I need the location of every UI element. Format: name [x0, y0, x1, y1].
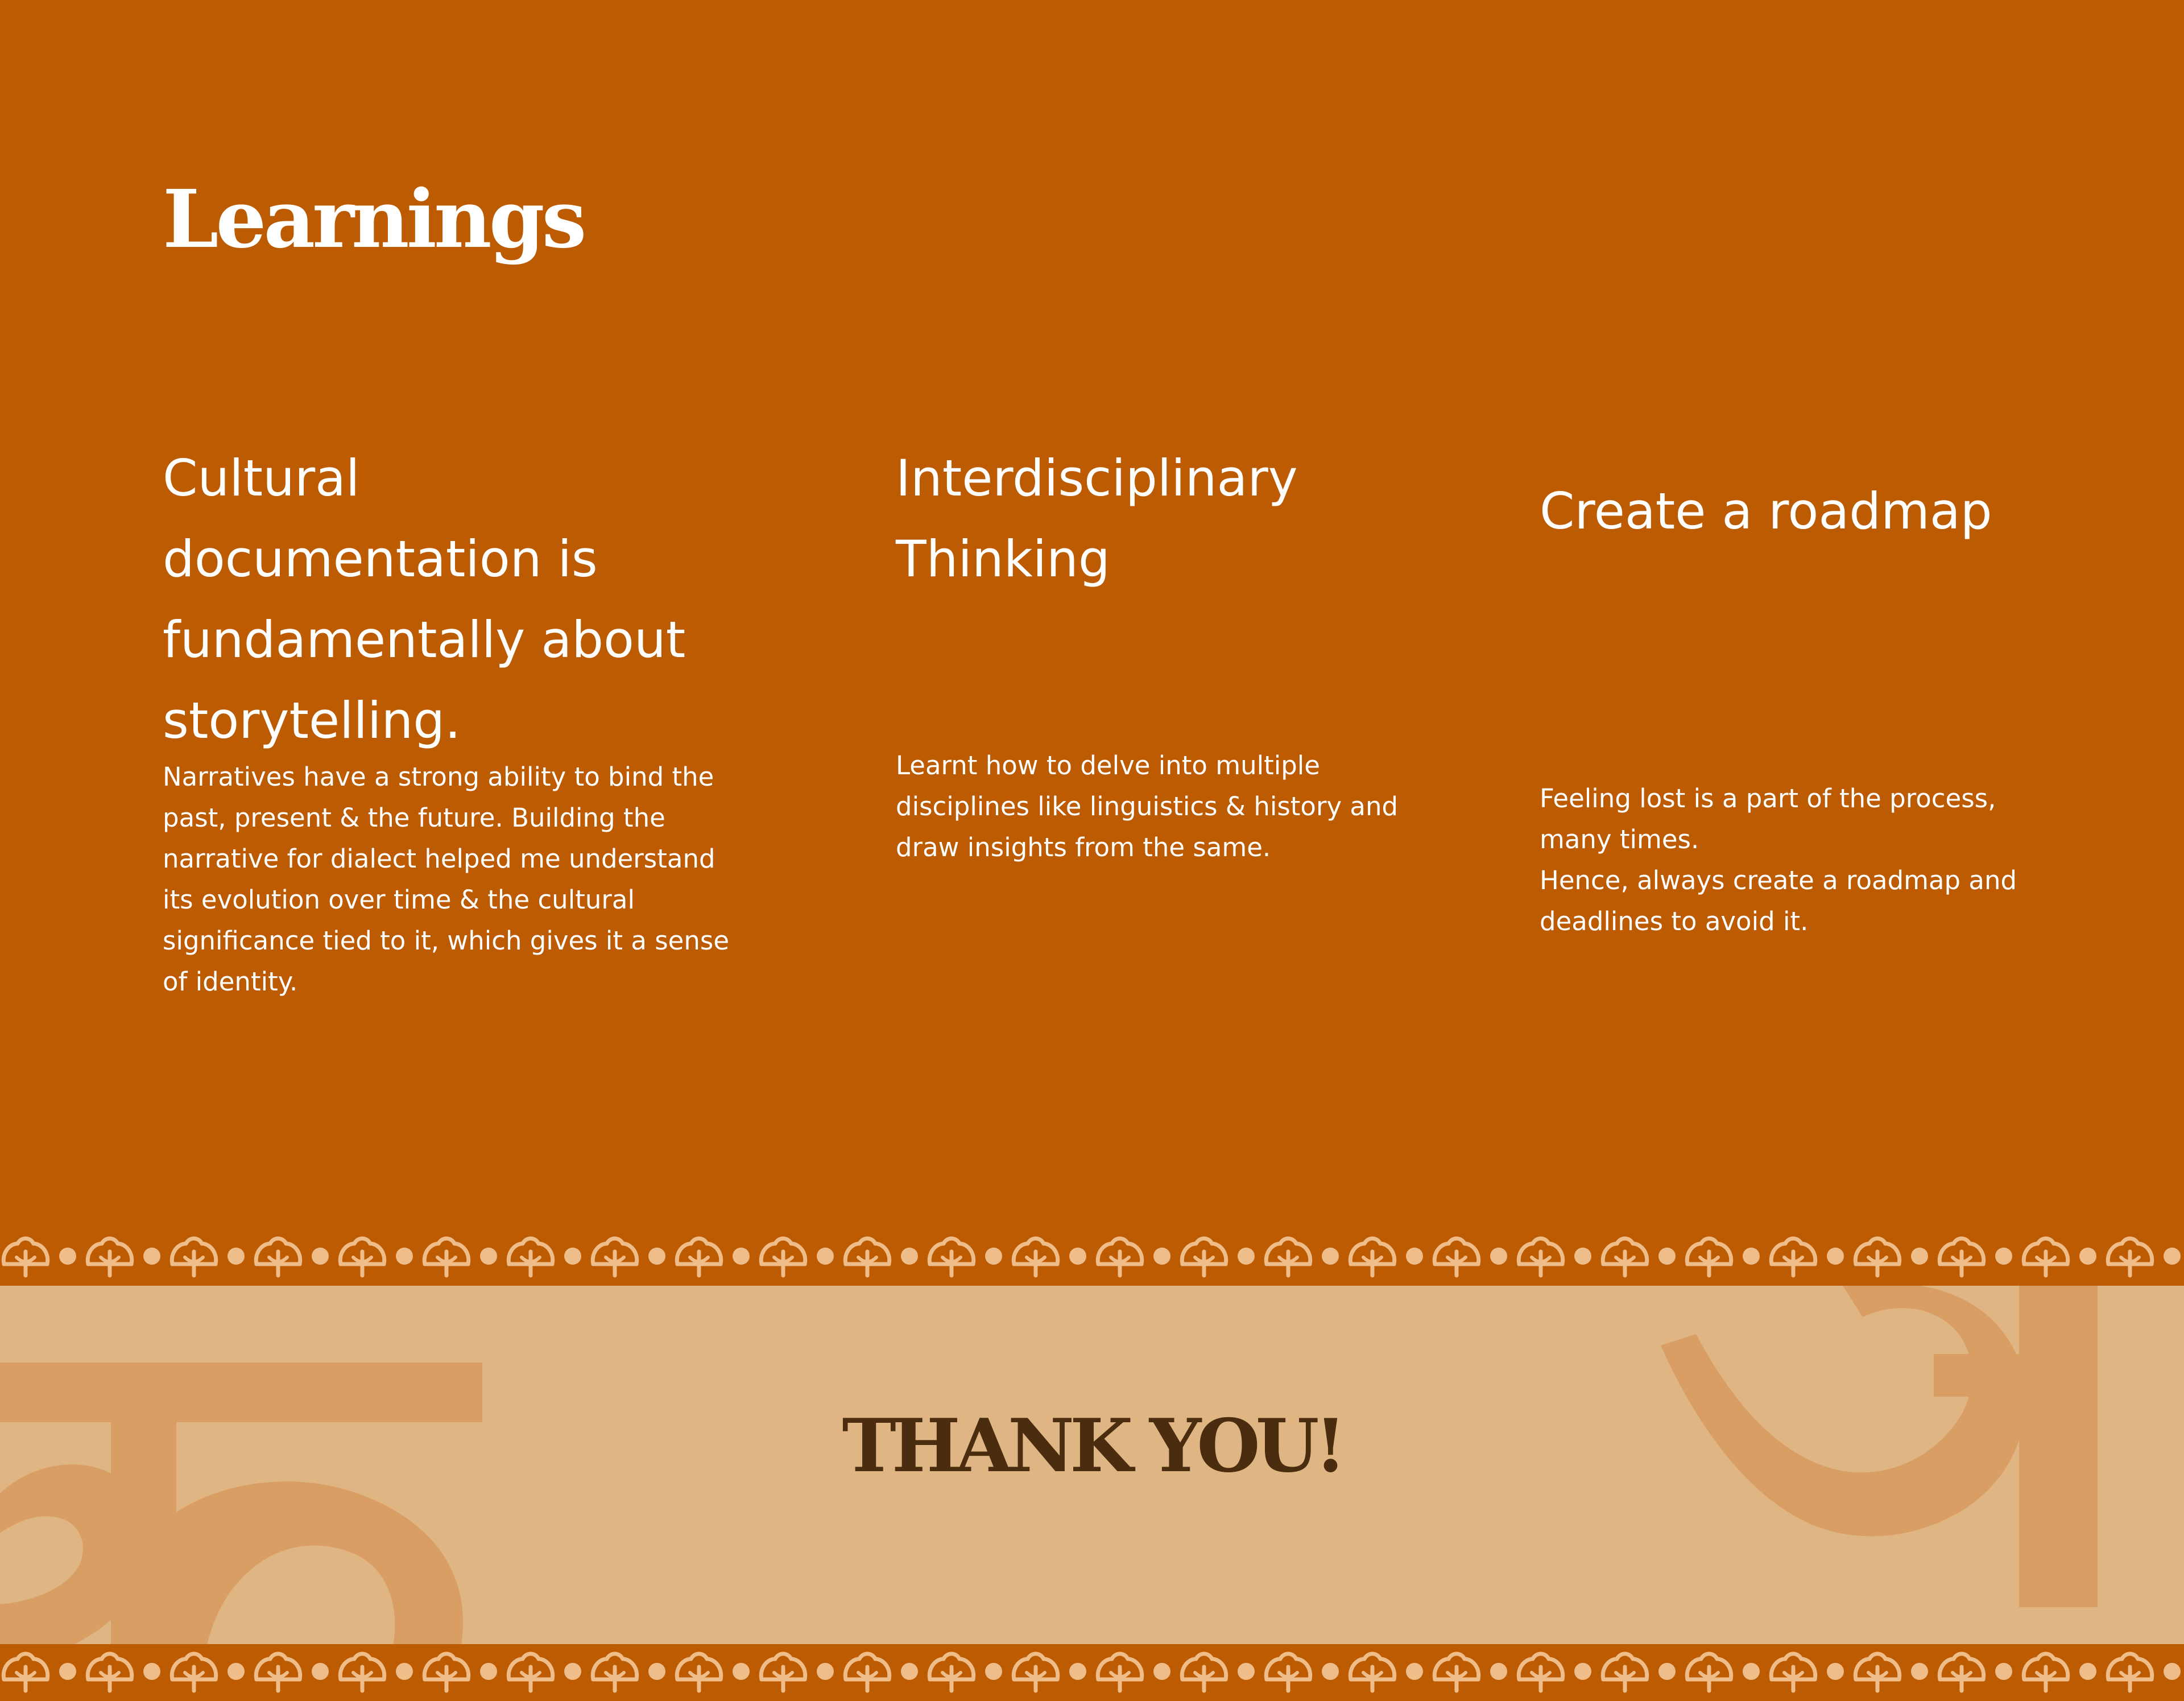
- decorative-border-top: [0, 1229, 2184, 1286]
- section-title: Learnings: [163, 173, 584, 266]
- learning-heading: Cultural documentation is fundamentally about storytelling.: [163, 449, 686, 750]
- border-motif-strip: [0, 1229, 2184, 1286]
- learning-column-storytelling: [163, 438, 731, 997]
- thank-you-section: [0, 1286, 2184, 1644]
- decorative-border-bottom: [0, 1644, 2184, 1701]
- learning-heading: Interdisciplinary Thinking: [896, 449, 1298, 588]
- learning-column-roadmap: [1540, 471, 2051, 936]
- learning-body: Feeling lost is a part of the process, many times. Hence, always create a roadmap and deadlines to avoid it.: [1540, 783, 2017, 936]
- learning-column-interdisciplinary: [896, 438, 1408, 862]
- learning-heading: Create a roadmap: [1540, 482, 1992, 540]
- learning-body: Learnt how to delve into multiple disciplines like linguistics & history and draw insights from the same.: [896, 750, 1399, 862]
- border-motif-strip: [0, 1644, 2184, 1701]
- thank-you-message: THANK YOU!: [842, 1403, 1342, 1489]
- learning-body: Narratives have a strong ability to bind the past, present & the future. Building the narrative for dialect helped me understand its evolution over time & the cultural significance tied to it, which gives it a sense of identity.: [163, 762, 730, 997]
